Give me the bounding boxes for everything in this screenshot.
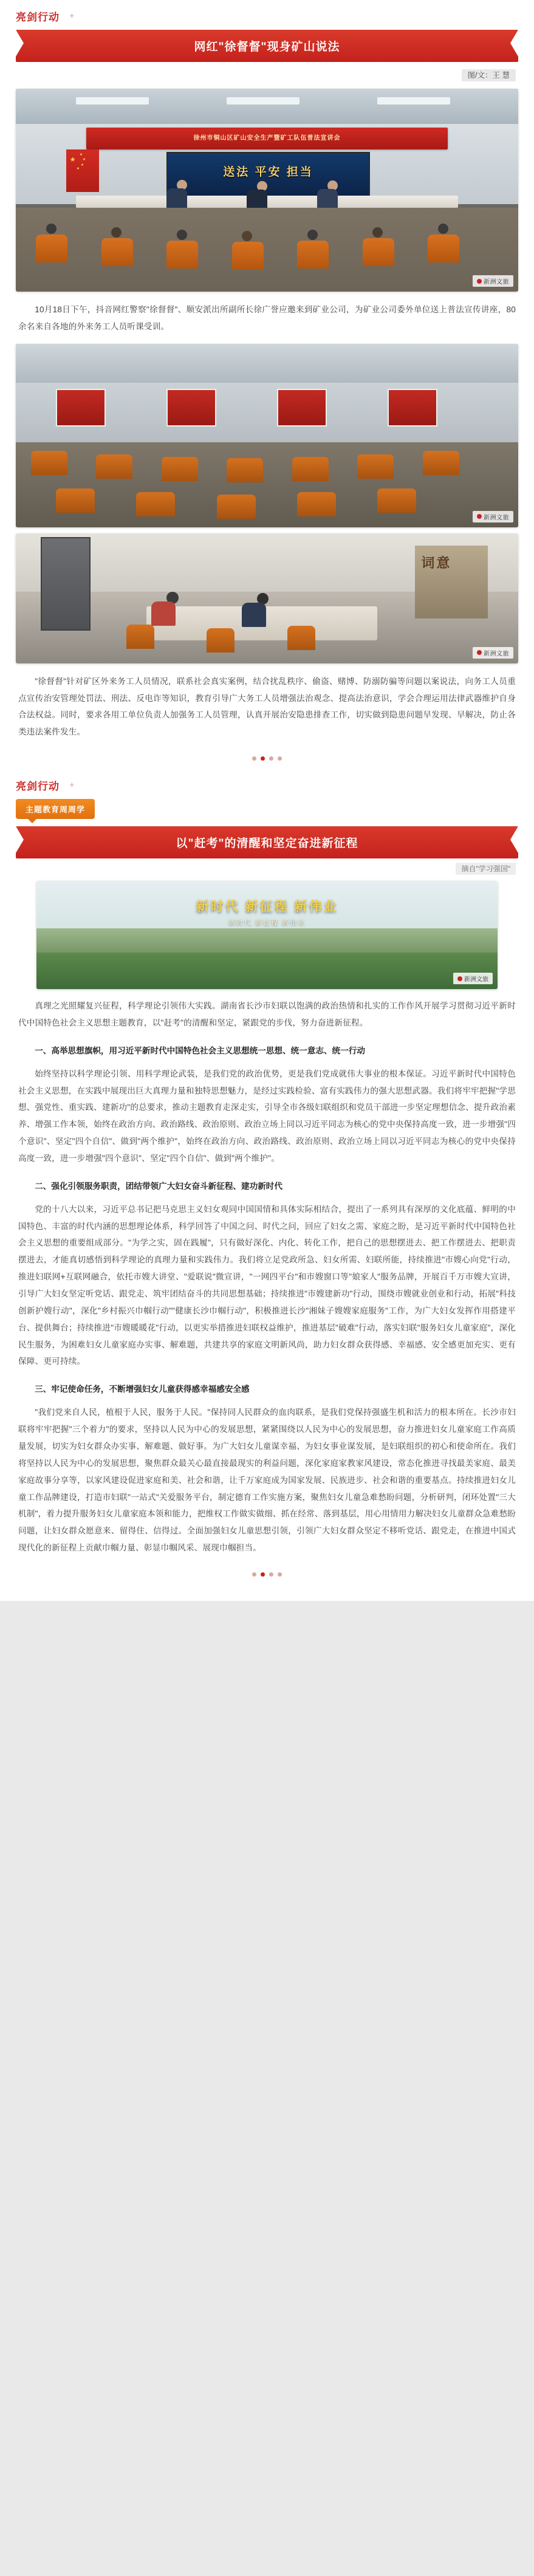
- article-title-2: 以"赶考"的清醒和坚定奋进新征程: [16, 826, 518, 858]
- watermark-text: 新洲文旅: [484, 650, 509, 657]
- subhead-1-body: 始终坚持以科学理论引领、用科学理论武装，是我们党的政治优势，更是我们党成就伟大事业的根本保证。习近平新时代中国特色社会主义思想，在实践中展现出巨大真理力量和独特思想魅力，是经过实践检验、富有实践伟力的强大思想武器。我们将牢牢把握"学思想、强党性、重实践、建新功"的总要求，推动主题教育走深走实，引导全市各级妇联组织和党员干部进一步坚定理想信念、提升政治素养、增强工作本领，始终在政治方向、政治路线、政治原则、政治立场上同以习近平同志为核心的党中央保持高度一致，进一步增强"四个意识"、坚定"四个自信"、做到"两个维护"，始终在政治方向、政治路线、政治原则、政治立场上同以习近平同志为核心的党中央保持高度一致，进一步增强"四个意识"、坚定"四个自信"、做到"两个维护"。: [18, 1069, 516, 1163]
- dot: [261, 1572, 265, 1577]
- subhead-2: 二、强化引领服务职责，团结带领广大妇女奋斗新征程、建功新时代: [35, 1181, 282, 1191]
- chair: [428, 235, 459, 262]
- photo-training-room: [16, 533, 518, 663]
- chair: [297, 492, 336, 516]
- article-title-1: 网红"徐督督"现身矿山说法: [16, 30, 518, 62]
- door: [41, 537, 91, 631]
- audience-head: [46, 224, 56, 234]
- cabinet: [415, 546, 488, 618]
- photo-audience-hall: [16, 344, 518, 527]
- section-title-2: 亮剑行动: [16, 781, 60, 793]
- watermark-dot-icon: [457, 976, 462, 981]
- wall-poster: [56, 389, 106, 426]
- chair: [423, 451, 459, 475]
- screen-text: 送法 平安 担当: [223, 166, 313, 179]
- subhead-3-body: "我们党来自人民，植根于人民，服务于人民。"保持同人民群众的血肉联系，是我们党保持强盛生机和活力的根本所在。长沙市妇联将牢牢把握"三个着力"的要求，坚持以人民为中心的发展思想，紧紧围绕以人民为中心的发展思想，奋力推进妇女儿童家庭工作高质量发展，切实为妇女群众办实事、解难题、做好事。为广大妇女儿童谋幸福、为妇女事业谋发展，是妇联组织的初心和使命所在。我们将坚持以人民为中心的发展思想，聚焦群众最关心最直接最现实的利益问题，深化家庭家教家风建设，常态化推进寻找最美家庭、最美家庭故事分享等，以家风建设促进家庭和美、社会和谐，让千万家庭成为国家发展、民族进步、社会和谐的重要基点。持续推进妇女儿童工作品牌建设，打造市妇联"一站式"关爱服务平台，制定德育工作实施方案，聚焦妇女儿童急难愁盼问题，分析研判，闭环处置"三大机制"，着力提升服务妇女儿童家庭本领和能力，把维权工作做实做细、抓在经常、落到基层，用心用情用力解决妇女儿童群众急难愁盼问题，让妇女群众愿意来、留得住、信得过。全面加强妇女儿童思想引领，引领广大妇女群众坚定不移听党话、跟党走，在推进中国式现代化的新征程上贡献巾帼力量、彰显巾帼风采、展现巾帼担当。: [18, 1408, 516, 1553]
- national-flag-icon: ★ ★ ★ ★ ★: [66, 149, 99, 192]
- watermark-dot-icon: [477, 650, 482, 655]
- paragraph-2-intro: 真理之光照耀复兴征程，科学理论引领伟大实践。湖南省长沙市妇联以饱满的政治热情和扎实的工作作风开展学习贯彻习近平新时代中国特色社会主义思想主题教育，以"赶考"的清醒和坚定，紧跟党的步伐，努力奋进新征程。: [18, 1001, 516, 1028]
- chair: [207, 628, 234, 653]
- person-body: [151, 601, 176, 626]
- photo-wrap-1: [0, 86, 534, 295]
- dots-separator-2: [0, 1563, 534, 1585]
- chair: [96, 454, 132, 479]
- audience-head: [307, 230, 318, 240]
- subhead-3: 三、牢记使命任务，不断增强妇女儿童获得感幸福感安全感: [35, 1385, 250, 1394]
- audience-head: [111, 227, 122, 238]
- source-label: 摘自"学习强国": [456, 863, 516, 875]
- chair: [297, 241, 329, 269]
- chair: [227, 458, 263, 482]
- byline-1: [0, 62, 534, 86]
- bottom-spacer: [0, 1585, 534, 1601]
- ceiling-light: [227, 97, 300, 104]
- source-line: [0, 858, 534, 876]
- chair: [136, 492, 175, 516]
- ceiling-light: [377, 97, 450, 104]
- section-header-2: [0, 769, 534, 796]
- banner-wrap-2: [0, 824, 534, 858]
- chair: [166, 241, 198, 269]
- wall-poster: [277, 389, 327, 426]
- audience-head: [242, 231, 252, 241]
- chair: [36, 235, 67, 262]
- dot: [278, 756, 282, 761]
- chair: [292, 457, 329, 481]
- watermark-3: [473, 647, 513, 659]
- watermark-2: [473, 511, 513, 522]
- banner-wrap-1: [0, 27, 534, 62]
- audience-head: [177, 230, 187, 240]
- wall-poster: [166, 389, 216, 426]
- photo-wrap-3: [0, 531, 534, 667]
- subhead-2-body: 党的十八大以来，习近平总书记把马克思主义妇女观同中国国情和具体实际相结合，提出了一系列具有深厚的文化底蕴、鲜明的中国特色、丰富的时代内涵的思想理论体系，科学回答了中国之问、时代之问，回应了妇女之需、家庭之盼，是习近平新时代中国特色社会主义思想的重要组成部分。"为学之实，固在践履"，只有做好深化、内化、转化工作，把自己的思想摆进去、把工作摆进去、把职责摆进去，才能真切感悟到科学理论的真理力量和实践伟力。我们将立足党政所急、妇女所需、妇联所能，持续推进"市嫂心向党"行动，推进妇联网+互联网融合，依托市嫂大讲堂、"爱联说"微宣讲，"一网四平台"和市嫂窗口等"娘家人"服务品牌，开展百千万市嫂大宣讲，引导广大妇女坚定听党话、跟党走、筑牢团结奋斗的共同思想基础；持续推进"市嫂建新功"行动，围绕市嫂就业创业和行动，拓展"科技创新护嫂行动"，深化"乡村振兴巾帼行动""健康长沙巾帼行动"，积极推进长沙"湘妹子嫂嫂家庭服务"工作，为广大妇女发挥作用搭建平台、提供舞台；持续推进"市嫂暖暖花"行动，以更实举措推进妇联权益维护，推进基层"破难"行动，落实妇联"服务妇女儿童家庭"，深化民生服务，为困难妇女儿童家庭办实事、解难题，共建共享的家庭文明新风尚，助力妇女群众获得感、幸福感、安全感更加充实、更有保障、更可持续。: [18, 1204, 516, 1366]
- poster-text: 词意: [421, 555, 452, 570]
- person-body: [242, 603, 266, 627]
- paragraph-1-1: "徐督督"针对矿区外来务工人员情况，联系社会真实案例，结合扰乱秩序、偷盗、赌博、防溺防骗等问题以案说法，向务工人员重点宣传治安管理处罚法、刑法、反电诈等知识，教育引导广大务工人员增强法治观念、提高法治意识，学会合理运用法律武器维护自身合法权益。同时，要求各用工单位负责人加强务工人员管理，认真开展治安隐患排查工作，切实做到隐患问题早发现、早解决，防止各类违法案件发生。: [18, 676, 516, 737]
- scenery-wrap: [0, 876, 534, 992]
- plus-icon-1: +: [69, 11, 75, 21]
- photo-wrap-2: [0, 341, 534, 531]
- watermark-text: 新洲文旅: [484, 514, 509, 521]
- scenery-image: [36, 881, 498, 989]
- byline-label: 图/文：王 慧: [462, 69, 516, 81]
- watermark-dot-icon: [477, 514, 482, 519]
- scenery-subtitle: 新时代 新征程 新伟业: [228, 919, 306, 927]
- wall-poster: [388, 389, 437, 426]
- watermark-text: 新洲文旅: [464, 976, 488, 984]
- chair: [101, 238, 133, 266]
- hall-banner-text: 徐州市铜山区矿山安全生产暨矿工队伍普法宣讲会: [86, 128, 448, 149]
- fields: [36, 953, 498, 990]
- watermark-4: [453, 973, 493, 984]
- section-header-1: [0, 0, 534, 27]
- dot: [252, 1572, 256, 1577]
- chair: [162, 457, 198, 481]
- plus-icon-2: +: [69, 780, 75, 791]
- section-title-1: 亮剑行动: [16, 12, 60, 23]
- chair: [363, 238, 394, 266]
- ceiling-light: [76, 97, 149, 104]
- chair: [126, 625, 154, 649]
- chair: [377, 488, 416, 513]
- ceiling: [16, 344, 518, 383]
- dot: [261, 756, 265, 761]
- watermark-text: 新洲文旅: [484, 279, 509, 286]
- projection-screen: [166, 152, 370, 199]
- paragraph-1-0: 10月18日下午，抖音网红警察"徐督督"、顺安派出所副所长徐广誉应邀来到矿业公司，为矿业公司委外单位送上普法宣传讲座，80余名来自各地的外来务工人员听课受训。: [18, 305, 516, 331]
- chair: [287, 626, 315, 650]
- subhead-1: 一、高举思想旗帜，用习近平新时代中国特色社会主义思想统一思想、统一意志、统一行动: [35, 1046, 365, 1055]
- photo-meeting-hall: [16, 89, 518, 292]
- dot: [269, 756, 273, 761]
- audience-head: [438, 224, 448, 234]
- dot: [278, 1572, 282, 1577]
- dot: [252, 756, 256, 761]
- scenery-title: 新时代 新征程 新伟业: [196, 900, 338, 914]
- topic-tag: 主题教育周周学: [16, 799, 95, 819]
- chair: [232, 242, 264, 270]
- dot: [269, 1572, 273, 1577]
- chair: [217, 495, 256, 519]
- watermark-dot-icon: [477, 279, 482, 284]
- tag-wrap: [0, 796, 534, 824]
- chair: [357, 454, 394, 479]
- dots-separator-1: [0, 747, 534, 769]
- watermark-1: [473, 275, 513, 287]
- chair: [31, 451, 67, 475]
- ceiling: [16, 89, 518, 124]
- chair: [56, 488, 95, 513]
